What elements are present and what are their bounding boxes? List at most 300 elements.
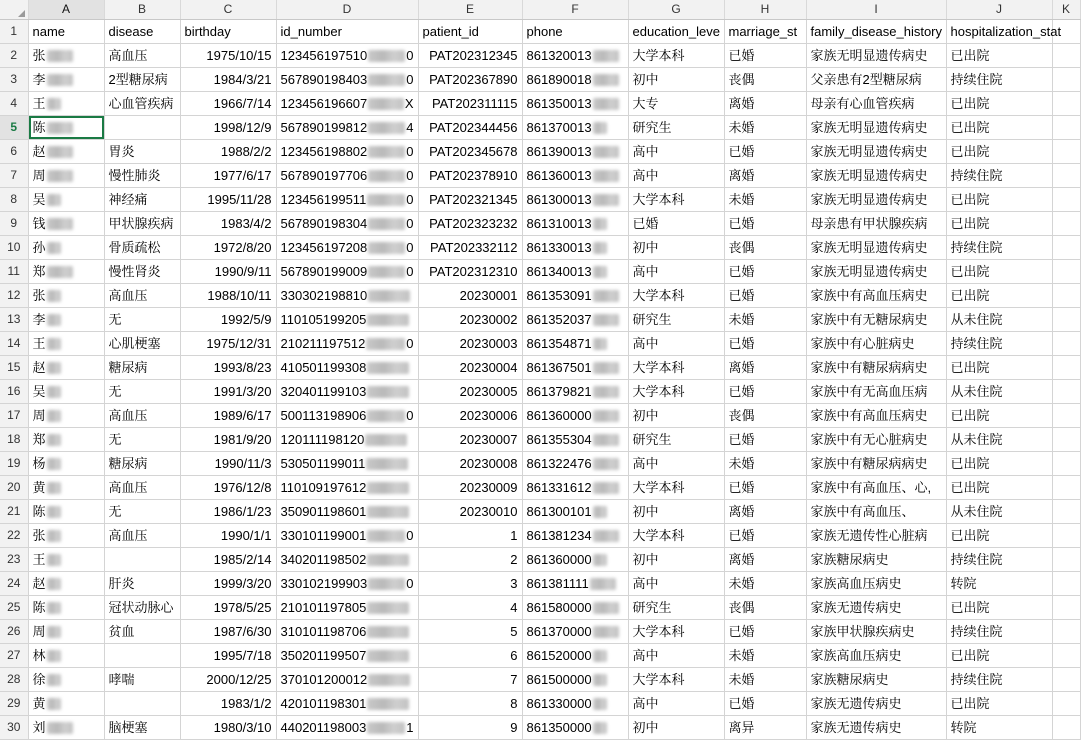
cell-disease[interactable] <box>104 236 180 260</box>
cell-marriage-status[interactable] <box>724 44 806 68</box>
cell-patient-id[interactable] <box>418 452 522 476</box>
cell-education-level[interactable] <box>628 140 724 164</box>
cell-patient-id[interactable] <box>418 332 522 356</box>
cell-disease[interactable] <box>104 380 180 404</box>
cell-marriage-status[interactable] <box>724 452 806 476</box>
cell-id-number[interactable] <box>276 44 418 68</box>
cell-patient-id[interactable] <box>418 284 522 308</box>
cell-id-number[interactable] <box>276 404 418 428</box>
header-cell-j[interactable]: hospitalization_stat <box>946 20 1052 44</box>
row-header-25[interactable]: 25 <box>0 596 28 620</box>
cell-education-level[interactable] <box>628 116 724 140</box>
row-header-17[interactable]: 17 <box>0 404 28 428</box>
cell-family-disease-history[interactable] <box>806 716 946 740</box>
cell-id-number[interactable] <box>276 308 418 332</box>
cell-birthday[interactable] <box>180 68 276 92</box>
cell-hospitalization-status[interactable] <box>946 212 1052 236</box>
cell-education-level[interactable] <box>628 404 724 428</box>
row-header-14[interactable]: 14 <box>0 332 28 356</box>
cell-k[interactable] <box>1052 500 1080 524</box>
cell-phone[interactable] <box>522 164 628 188</box>
cell-education-level[interactable] <box>628 380 724 404</box>
row-header-21[interactable]: 21 <box>0 500 28 524</box>
cell-birthday[interactable] <box>180 716 276 740</box>
table-row[interactable] <box>0 188 1080 212</box>
cell-id-number[interactable] <box>276 500 418 524</box>
cell-hospitalization-status[interactable] <box>946 404 1052 428</box>
cell-name[interactable] <box>28 524 104 548</box>
cell-disease[interactable] <box>104 692 180 716</box>
cell-birthday[interactable] <box>180 524 276 548</box>
cell-id-number[interactable] <box>276 572 418 596</box>
cell-disease[interactable] <box>104 164 180 188</box>
cell-education-level[interactable] <box>628 692 724 716</box>
header-cell-a[interactable]: name <box>28 20 104 44</box>
cell-hospitalization-status[interactable] <box>946 476 1052 500</box>
cell-phone[interactable] <box>522 140 628 164</box>
cell-k[interactable] <box>1052 284 1080 308</box>
cell-patient-id[interactable] <box>418 596 522 620</box>
cell-disease[interactable] <box>104 284 180 308</box>
table-row[interactable] <box>0 428 1080 452</box>
cell-birthday[interactable] <box>180 548 276 572</box>
cell-disease[interactable] <box>104 476 180 500</box>
cell-birthday[interactable] <box>180 476 276 500</box>
cell-phone[interactable] <box>522 596 628 620</box>
row-header-7[interactable]: 7 <box>0 164 28 188</box>
header-cell-h[interactable]: marriage_st <box>724 20 806 44</box>
cell-id-number[interactable] <box>276 596 418 620</box>
cell-disease[interactable] <box>104 716 180 740</box>
cell-marriage-status[interactable] <box>724 500 806 524</box>
cell-id-number[interactable] <box>276 236 418 260</box>
cell-phone[interactable] <box>522 260 628 284</box>
cell-family-disease-history[interactable] <box>806 68 946 92</box>
cell-phone[interactable] <box>522 476 628 500</box>
cell-name[interactable] <box>28 452 104 476</box>
cell-k[interactable] <box>1052 644 1080 668</box>
cell-k[interactable] <box>1052 164 1080 188</box>
header-cell-f[interactable]: phone <box>522 20 628 44</box>
cell-education-level[interactable] <box>628 44 724 68</box>
row-header-3[interactable]: 3 <box>0 68 28 92</box>
cell-marriage-status[interactable] <box>724 356 806 380</box>
cell-phone[interactable] <box>522 332 628 356</box>
cell-phone[interactable] <box>522 236 628 260</box>
cell-phone[interactable] <box>522 548 628 572</box>
cell-hospitalization-status[interactable] <box>946 68 1052 92</box>
cell-hospitalization-status[interactable] <box>946 548 1052 572</box>
cell-name[interactable] <box>28 188 104 212</box>
cell-disease[interactable] <box>104 212 180 236</box>
table-row[interactable] <box>0 92 1080 116</box>
cell-name[interactable] <box>28 116 104 140</box>
cell-marriage-status[interactable] <box>724 428 806 452</box>
cell-marriage-status[interactable] <box>724 308 806 332</box>
cell-marriage-status[interactable] <box>724 620 806 644</box>
cell-patient-id[interactable] <box>418 380 522 404</box>
table-row[interactable] <box>0 356 1080 380</box>
cell-id-number[interactable] <box>276 188 418 212</box>
cell-name[interactable] <box>28 308 104 332</box>
cell-name[interactable] <box>28 572 104 596</box>
row-header-30[interactable]: 30 <box>0 716 28 740</box>
cell-family-disease-history[interactable] <box>806 476 946 500</box>
cell-disease[interactable] <box>104 308 180 332</box>
cell-family-disease-history[interactable] <box>806 260 946 284</box>
cell-birthday[interactable] <box>180 380 276 404</box>
cell-education-level[interactable] <box>628 476 724 500</box>
cell-marriage-status[interactable] <box>724 284 806 308</box>
cell-disease[interactable] <box>104 572 180 596</box>
cell-marriage-status[interactable] <box>724 116 806 140</box>
cell-marriage-status[interactable] <box>724 260 806 284</box>
cell-disease[interactable] <box>104 92 180 116</box>
cell-hospitalization-status[interactable] <box>946 524 1052 548</box>
cell-id-number[interactable] <box>276 380 418 404</box>
cell-phone[interactable] <box>522 380 628 404</box>
cell-id-number[interactable] <box>276 212 418 236</box>
cell-education-level[interactable] <box>628 332 724 356</box>
table-row[interactable] <box>0 668 1080 692</box>
cell-hospitalization-status[interactable] <box>946 692 1052 716</box>
table-row[interactable] <box>0 596 1080 620</box>
cell-phone[interactable] <box>522 404 628 428</box>
table-row[interactable] <box>0 212 1080 236</box>
cell-id-number[interactable] <box>276 620 418 644</box>
cell-family-disease-history[interactable] <box>806 404 946 428</box>
header-cell-i[interactable]: family_disease_history <box>806 20 946 44</box>
cell-family-disease-history[interactable] <box>806 140 946 164</box>
cell-family-disease-history[interactable] <box>806 212 946 236</box>
cell-family-disease-history[interactable] <box>806 452 946 476</box>
table-row[interactable] <box>0 548 1080 572</box>
cell-phone[interactable] <box>522 452 628 476</box>
cell-birthday[interactable] <box>180 620 276 644</box>
cell-education-level[interactable] <box>628 260 724 284</box>
cell-name[interactable] <box>28 476 104 500</box>
cell-k[interactable] <box>1052 308 1080 332</box>
column-header-f[interactable]: F <box>522 0 628 20</box>
cell-k[interactable] <box>1052 116 1080 140</box>
cell-name[interactable] <box>28 92 104 116</box>
cell-birthday[interactable] <box>180 644 276 668</box>
cell-disease[interactable] <box>104 68 180 92</box>
cell-patient-id[interactable] <box>418 620 522 644</box>
cell-name[interactable] <box>28 500 104 524</box>
cell-id-number[interactable] <box>276 164 418 188</box>
table-row[interactable] <box>0 308 1080 332</box>
table-row[interactable] <box>0 140 1080 164</box>
cell-k[interactable] <box>1052 44 1080 68</box>
cell-marriage-status[interactable] <box>724 692 806 716</box>
cell-disease[interactable] <box>104 332 180 356</box>
cell-k[interactable] <box>1052 620 1080 644</box>
cell-family-disease-history[interactable] <box>806 524 946 548</box>
column-header-b[interactable]: B <box>104 0 180 20</box>
cell-hospitalization-status[interactable] <box>946 140 1052 164</box>
row-header-10[interactable]: 10 <box>0 236 28 260</box>
row-header-26[interactable]: 26 <box>0 620 28 644</box>
header-cell-g[interactable]: education_leve <box>628 20 724 44</box>
row-header-28[interactable]: 28 <box>0 668 28 692</box>
cell-patient-id[interactable] <box>418 644 522 668</box>
column-header-e[interactable]: E <box>418 0 522 20</box>
cell-k[interactable] <box>1052 188 1080 212</box>
cell-id-number[interactable] <box>276 548 418 572</box>
cell-education-level[interactable] <box>628 236 724 260</box>
cell-k[interactable] <box>1052 356 1080 380</box>
row-header-2[interactable]: 2 <box>0 44 28 68</box>
cell-marriage-status[interactable] <box>724 68 806 92</box>
cell-family-disease-history[interactable] <box>806 644 946 668</box>
table-row[interactable] <box>0 164 1080 188</box>
table-body[interactable] <box>0 20 1080 740</box>
cell-patient-id[interactable] <box>418 428 522 452</box>
cell-disease[interactable] <box>104 500 180 524</box>
cell-name[interactable] <box>28 620 104 644</box>
cell-hospitalization-status[interactable] <box>946 188 1052 212</box>
cell-patient-id[interactable] <box>418 692 522 716</box>
cell-id-number[interactable] <box>276 284 418 308</box>
cell-name[interactable] <box>28 236 104 260</box>
header-cell-e[interactable]: patient_id <box>418 20 522 44</box>
row-header-15[interactable]: 15 <box>0 356 28 380</box>
cell-education-level[interactable] <box>628 428 724 452</box>
row-header-27[interactable]: 27 <box>0 644 28 668</box>
cell-id-number[interactable] <box>276 668 418 692</box>
cell-birthday[interactable] <box>180 428 276 452</box>
cell-k[interactable] <box>1052 596 1080 620</box>
cell-id-number[interactable] <box>276 476 418 500</box>
cell-id-number[interactable] <box>276 356 418 380</box>
cell-birthday[interactable] <box>180 284 276 308</box>
cell-k[interactable] <box>1052 140 1080 164</box>
cell-hospitalization-status[interactable] <box>946 236 1052 260</box>
cell-marriage-status[interactable] <box>724 716 806 740</box>
cell-birthday[interactable] <box>180 140 276 164</box>
cell-id-number[interactable] <box>276 428 418 452</box>
cell-hospitalization-status[interactable] <box>946 44 1052 68</box>
table-row[interactable] <box>0 500 1080 524</box>
cell-hospitalization-status[interactable] <box>946 452 1052 476</box>
cell-marriage-status[interactable] <box>724 572 806 596</box>
cell-family-disease-history[interactable] <box>806 548 946 572</box>
cell-disease[interactable] <box>104 524 180 548</box>
column-header-j[interactable]: J <box>946 0 1052 20</box>
table-row[interactable] <box>0 44 1080 68</box>
row-header-12[interactable]: 12 <box>0 284 28 308</box>
cell-family-disease-history[interactable] <box>806 668 946 692</box>
cell-education-level[interactable] <box>628 548 724 572</box>
cell-hospitalization-status[interactable] <box>946 356 1052 380</box>
cell-education-level[interactable] <box>628 164 724 188</box>
cell-phone[interactable] <box>522 428 628 452</box>
cell-phone[interactable] <box>522 284 628 308</box>
cell-k[interactable] <box>1052 380 1080 404</box>
row-header-24[interactable]: 24 <box>0 572 28 596</box>
cell-phone[interactable] <box>522 644 628 668</box>
column-header-d[interactable]: D <box>276 0 418 20</box>
cell-id-number[interactable] <box>276 332 418 356</box>
cell-family-disease-history[interactable] <box>806 236 946 260</box>
cell-k[interactable] <box>1052 212 1080 236</box>
cell-hospitalization-status[interactable] <box>946 92 1052 116</box>
cell-disease[interactable] <box>104 116 180 140</box>
cell-phone[interactable] <box>522 308 628 332</box>
cell-marriage-status[interactable] <box>724 140 806 164</box>
cell-name[interactable] <box>28 692 104 716</box>
cell-education-level[interactable] <box>628 572 724 596</box>
column-header-k[interactable]: K <box>1052 0 1080 20</box>
cell-education-level[interactable] <box>628 644 724 668</box>
cell-marriage-status[interactable] <box>724 596 806 620</box>
cell-name[interactable] <box>28 356 104 380</box>
cell-hospitalization-status[interactable] <box>946 500 1052 524</box>
cell-hospitalization-status[interactable] <box>946 164 1052 188</box>
header-cell-b[interactable]: disease <box>104 20 180 44</box>
cell-id-number[interactable] <box>276 524 418 548</box>
cell-name[interactable] <box>28 644 104 668</box>
cell-patient-id[interactable] <box>418 164 522 188</box>
cell-disease[interactable] <box>104 596 180 620</box>
cell-phone[interactable] <box>522 524 628 548</box>
cell-phone[interactable] <box>522 716 628 740</box>
cell-family-disease-history[interactable] <box>806 692 946 716</box>
cell-disease[interactable] <box>104 44 180 68</box>
cell-k[interactable] <box>1052 260 1080 284</box>
cell-name[interactable] <box>28 68 104 92</box>
cell-family-disease-history[interactable] <box>806 596 946 620</box>
cell-birthday[interactable] <box>180 452 276 476</box>
table-row[interactable] <box>0 284 1080 308</box>
cell-name[interactable] <box>28 164 104 188</box>
cell-education-level[interactable] <box>628 452 724 476</box>
cell-birthday[interactable] <box>180 188 276 212</box>
cell-k[interactable] <box>1052 92 1080 116</box>
cell-disease[interactable] <box>104 452 180 476</box>
cell-family-disease-history[interactable] <box>806 332 946 356</box>
row-header-1[interactable]: 1 <box>0 20 28 44</box>
column-header-g[interactable]: G <box>628 0 724 20</box>
table-row[interactable] <box>0 404 1080 428</box>
cell-family-disease-history[interactable] <box>806 428 946 452</box>
cell-marriage-status[interactable] <box>724 236 806 260</box>
cell-hospitalization-status[interactable] <box>946 428 1052 452</box>
cell-education-level[interactable] <box>628 284 724 308</box>
cell-patient-id[interactable] <box>418 188 522 212</box>
header-cell-c[interactable]: birthday <box>180 20 276 44</box>
cell-name[interactable] <box>28 668 104 692</box>
column-header-row[interactable] <box>0 0 1080 20</box>
cell-patient-id[interactable] <box>418 68 522 92</box>
cell-name[interactable] <box>28 404 104 428</box>
cell-birthday[interactable] <box>180 356 276 380</box>
cell-education-level[interactable] <box>628 668 724 692</box>
cell-hospitalization-status[interactable] <box>946 116 1052 140</box>
cell-name[interactable] <box>28 212 104 236</box>
cell-birthday[interactable] <box>180 332 276 356</box>
cell-phone[interactable] <box>522 692 628 716</box>
cell-patient-id[interactable] <box>418 668 522 692</box>
cell-k[interactable] <box>1052 668 1080 692</box>
cell-phone[interactable] <box>522 668 628 692</box>
cell-k[interactable] <box>1052 68 1080 92</box>
cell-patient-id[interactable] <box>418 44 522 68</box>
cell-k[interactable] <box>1052 428 1080 452</box>
cell-k[interactable] <box>1052 524 1080 548</box>
table-row[interactable] <box>0 572 1080 596</box>
cell-disease[interactable] <box>104 620 180 644</box>
cell-education-level[interactable] <box>628 356 724 380</box>
cell-education-level[interactable] <box>628 620 724 644</box>
cell-phone[interactable] <box>522 44 628 68</box>
cell-marriage-status[interactable] <box>724 524 806 548</box>
cell-patient-id[interactable] <box>418 404 522 428</box>
cell-id-number[interactable] <box>276 116 418 140</box>
cell-family-disease-history[interactable] <box>806 380 946 404</box>
cell-birthday[interactable] <box>180 668 276 692</box>
cell-patient-id[interactable] <box>418 236 522 260</box>
cell-disease[interactable] <box>104 428 180 452</box>
cell-k[interactable] <box>1052 572 1080 596</box>
cell-marriage-status[interactable] <box>724 668 806 692</box>
cell-patient-id[interactable] <box>418 308 522 332</box>
cell-family-disease-history[interactable] <box>806 572 946 596</box>
cell-birthday[interactable] <box>180 92 276 116</box>
cell-birthday[interactable] <box>180 404 276 428</box>
row-header-13[interactable]: 13 <box>0 308 28 332</box>
cell-patient-id[interactable] <box>418 92 522 116</box>
cell-patient-id[interactable] <box>418 524 522 548</box>
table-row[interactable] <box>0 68 1080 92</box>
cell-k[interactable] <box>1052 404 1080 428</box>
cell-name[interactable] <box>28 260 104 284</box>
cell-patient-id[interactable] <box>418 548 522 572</box>
column-header-a[interactable]: A <box>28 0 104 20</box>
cell-hospitalization-status[interactable] <box>946 284 1052 308</box>
cell-marriage-status[interactable] <box>724 644 806 668</box>
row-header-16[interactable]: 16 <box>0 380 28 404</box>
cell-family-disease-history[interactable] <box>806 284 946 308</box>
cell-disease[interactable] <box>104 356 180 380</box>
cell-k[interactable] <box>1052 452 1080 476</box>
cell-id-number[interactable] <box>276 644 418 668</box>
cell-phone[interactable] <box>522 212 628 236</box>
cell-id-number[interactable] <box>276 260 418 284</box>
cell-hospitalization-status[interactable] <box>946 716 1052 740</box>
cell-marriage-status[interactable] <box>724 332 806 356</box>
cell-patient-id[interactable] <box>418 140 522 164</box>
cell-birthday[interactable] <box>180 596 276 620</box>
cell-education-level[interactable] <box>628 212 724 236</box>
cell-name[interactable] <box>28 44 104 68</box>
column-header-i[interactable]: I <box>806 0 946 20</box>
cell-k[interactable] <box>1052 692 1080 716</box>
row-header-9[interactable]: 9 <box>0 212 28 236</box>
cell-patient-id[interactable] <box>418 260 522 284</box>
cell-name[interactable] <box>28 428 104 452</box>
table-row[interactable] <box>0 260 1080 284</box>
row-header-4[interactable]: 4 <box>0 92 28 116</box>
cell-id-number[interactable] <box>276 68 418 92</box>
cell-phone[interactable] <box>522 572 628 596</box>
cell-hospitalization-status[interactable] <box>946 572 1052 596</box>
select-all-corner[interactable] <box>0 0 28 20</box>
row-header-8[interactable]: 8 <box>0 188 28 212</box>
cell-phone[interactable] <box>522 188 628 212</box>
cell-name[interactable] <box>28 284 104 308</box>
